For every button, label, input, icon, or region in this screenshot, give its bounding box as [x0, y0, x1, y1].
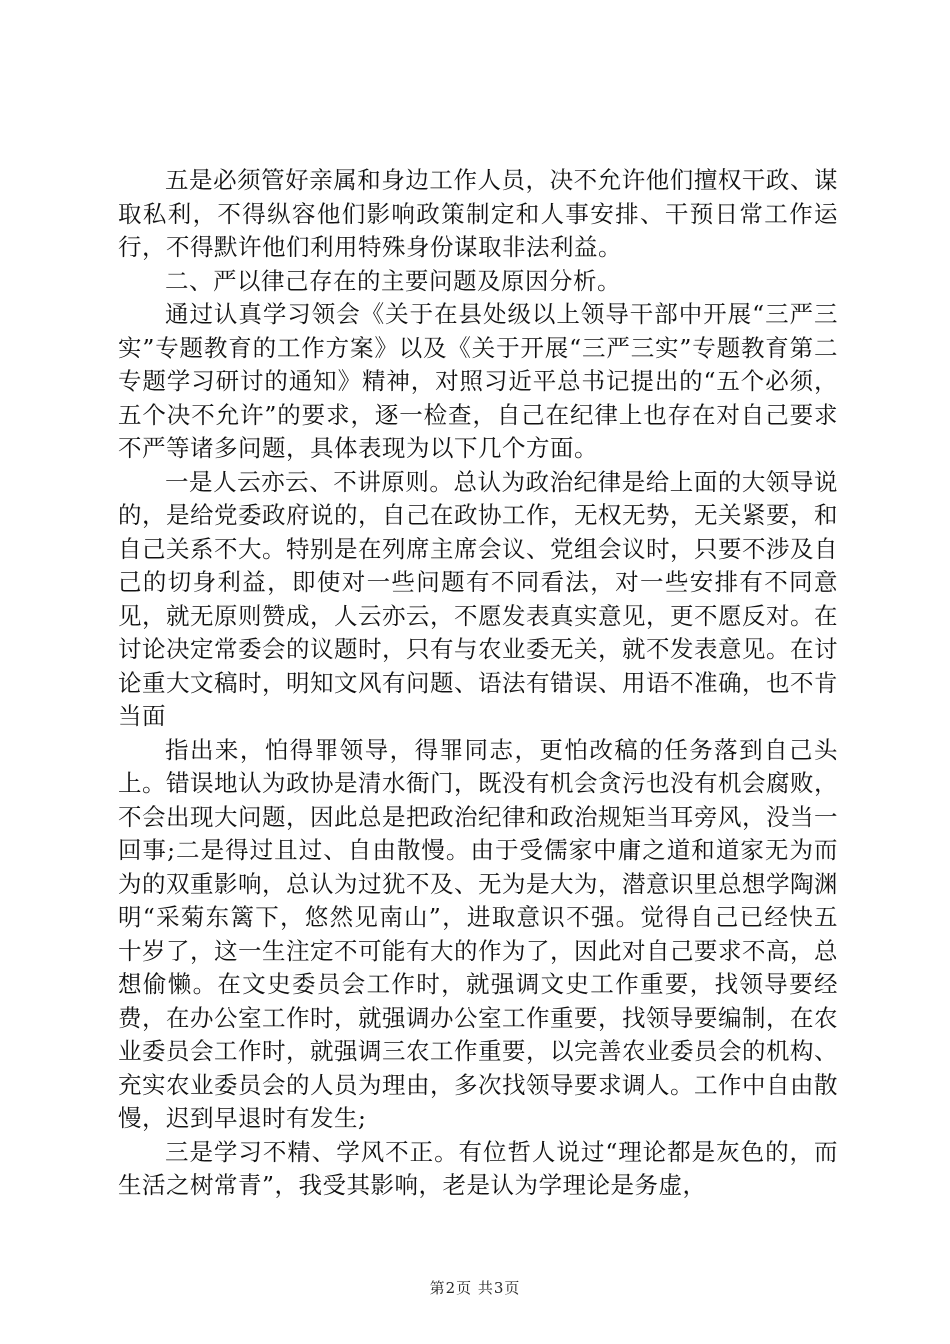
paragraph-five-requirements: 五是必须管好亲属和身边工作人员，决不允许他们擅权干政、谋取私利，不得纵容他们影响政策制定和人事安排、干预日常工作运行，不得默许他们利用特殊身份谋取非法利益。	[118, 166, 838, 261]
section-heading: 二、严以律己存在的主要问题及原因分析。	[165, 266, 621, 295]
document-body	[118, 164, 838, 1203]
paragraph-issue-three: 三是学习不精、学风不正。有位哲人说过“理论都是灰色的，而生活之树常青”，我受其影响，老是认为学理论是务虚，	[118, 1137, 838, 1199]
paragraph-study-overview: 通过认真学习领会《关于在县处级以上领导干部中开展“三严三实”专题教育的工作方案》以及《关于开展“三严三实”专题教育第二专题学习研讨的通知》精神，对照习近平总书记提出的“五个必须，五个决不允许”的要求，逐一检查，自己在纪律上也存在对自己要求不严等诸多问题，具体表现为以下几个方面。	[118, 300, 838, 462]
paragraph-issue-two: 指出来，怕得罪领导，得罪同志，更怕改稿的任务落到自己头上。错误地认为政协是清水衙门，既没有机会贪污也没有机会腐败，不会出现大问题，因此总是把政治纪律和政治规矩当耳旁风，没当一回事;二是得过且过、自由散慢。由于受儒家中庸之道和道家无为而为的双重影响，总认为过犹不及、无为是大为，潜意识里总想学陶渊明“采菊东篱下，悠然见南山”，进取意识不强。觉得自己已经快五十岁了，这一生注定不可能有大的作为了，因此对自己要求不高，总想偷懒。在文史委员会工作时，就强调文史工作重要，找领导要经费，在办公室工作时，就强调办公室工作重要，找领导要编制，在农业委员会工作时，就强调三农工作重要，以完善农业委员会的机构、充实农业委员会的人员为理由，多次找领导要求调人。工作中自由散慢，迟到早退时有发生;	[118, 735, 838, 1132]
page-footer: 第2页 共3页	[429, 1279, 521, 1297]
paragraph-issue-one: 一是人云亦云、不讲原则。总认为政治纪律是给上面的大领导说的，是给党委政府说的，自己在政协工作，无权无势，无关紧要，和自己关系不大。特别是在列席主席会议、党组会议时，只要不涉及自己的切身利益，即使对一些问题有不同看法，对一些安排有不同意见，就无原则赞成，人云亦云，不愿发表真实意见，更不愿反对。在讨论决定常委会的议题时，只有与农业委无关，就不发表意见。在讨论重大文稿时，明知文风有问题、语法有错误、用语不准确，也不肯当面	[118, 467, 838, 730]
